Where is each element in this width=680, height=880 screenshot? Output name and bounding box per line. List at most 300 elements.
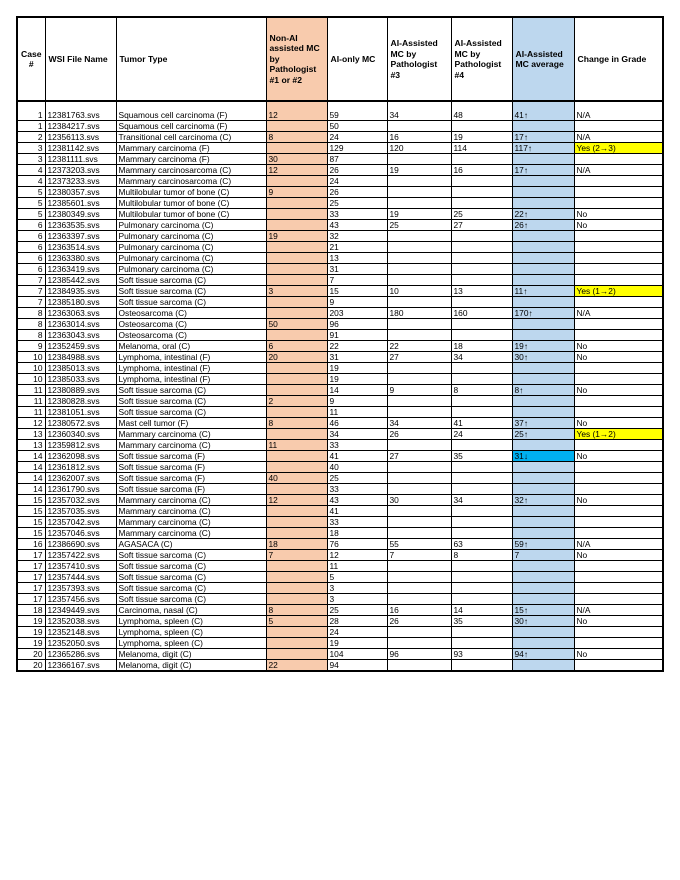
cell-pathologist-3 (387, 583, 451, 594)
cell-pathologist-4: 35 (451, 616, 512, 627)
cell-case: 1 (17, 101, 45, 121)
cell-case: 6 (17, 253, 45, 264)
cell-pathologist-3 (387, 198, 451, 209)
cell-ai-only-mc: 203 (327, 308, 387, 319)
cell-ai-only-mc: 19 (327, 638, 387, 649)
cell-change-in-grade: Yes (2→3) (574, 143, 663, 154)
cell-ai-only-mc: 14 (327, 385, 387, 396)
cell-pathologist-4 (451, 506, 512, 517)
cell-ai-assisted-average (512, 627, 574, 638)
cell-ai-assisted-average (512, 506, 574, 517)
cell-ai-only-mc: 41 (327, 451, 387, 462)
cell-change-in-grade: N/A (574, 539, 663, 550)
cell-case: 5 (17, 187, 45, 198)
cell-pathologist-4: 25 (451, 209, 512, 220)
table-row (17, 484, 663, 495)
cell-tumor-type: Mammary carcinoma (F) (116, 143, 266, 154)
cell-tumor-type: Soft tissue sarcoma (C) (116, 286, 266, 297)
cell-pathologist-3: 10 (387, 286, 451, 297)
cell-tumor-type: Soft tissue sarcoma (C) (116, 297, 266, 308)
cell-pathologist-3 (387, 297, 451, 308)
cell-change-in-grade (574, 506, 663, 517)
cell-case: 8 (17, 319, 45, 330)
cell-pathologist-4 (451, 660, 512, 672)
table-row (17, 572, 663, 583)
cell-ai-only-mc: 87 (327, 154, 387, 165)
cell-pathologist-3 (387, 517, 451, 528)
cell-change-in-grade: No (574, 220, 663, 231)
cell-ai-only-mc: 15 (327, 286, 387, 297)
cell-case: 19 (17, 627, 45, 638)
cell-tumor-type: Osteosarcoma (C) (116, 319, 266, 330)
cell-ai-only-mc: 32 (327, 231, 387, 242)
cell-file-name: 12363063.svs (45, 308, 116, 319)
cell-case: 6 (17, 242, 45, 253)
cell-file-name: 12359812.svs (45, 440, 116, 451)
cell-pathologist-3 (387, 407, 451, 418)
cell-file-name: 12363419.svs (45, 264, 116, 275)
cell-change-in-grade (574, 231, 663, 242)
cell-non-ai-mc (266, 297, 327, 308)
cell-tumor-type: Soft tissue sarcoma (F) (116, 484, 266, 495)
cell-non-ai-mc (266, 308, 327, 319)
cell-change-in-grade (574, 484, 663, 495)
cell-tumor-type: Mast cell tumor (F) (116, 418, 266, 429)
cell-change-in-grade (574, 319, 663, 330)
cell-pathologist-3 (387, 473, 451, 484)
table-row (17, 561, 663, 572)
cell-pathologist-4 (451, 484, 512, 495)
cell-case: 15 (17, 528, 45, 539)
cell-pathologist-4 (451, 187, 512, 198)
cell-pathologist-4: 160 (451, 308, 512, 319)
cell-ai-only-mc: 33 (327, 484, 387, 495)
cell-pathologist-3: 19 (387, 165, 451, 176)
cell-non-ai-mc (266, 275, 327, 286)
cell-non-ai-mc (266, 561, 327, 572)
cell-change-in-grade (574, 154, 663, 165)
cell-ai-assisted-average (512, 264, 574, 275)
cell-ai-assisted-average: 8↑ (512, 385, 574, 396)
cell-tumor-type: Multilobular tumor of bone (C) (116, 209, 266, 220)
cell-non-ai-mc (266, 429, 327, 440)
table-row (17, 121, 663, 132)
cell-file-name: 12357032.svs (45, 495, 116, 506)
cell-ai-only-mc: 19 (327, 374, 387, 385)
mitotic-count-table (16, 16, 664, 672)
header-file-name: WSI File Name (45, 17, 116, 101)
cell-pathologist-4 (451, 330, 512, 341)
cell-case: 14 (17, 451, 45, 462)
cell-file-name: 12365286.svs (45, 649, 116, 660)
cell-ai-only-mc: 9 (327, 297, 387, 308)
cell-non-ai-mc: 19 (266, 231, 327, 242)
cell-pathologist-4: 18 (451, 341, 512, 352)
cell-ai-assisted-average (512, 275, 574, 286)
cell-ai-only-mc: 34 (327, 429, 387, 440)
cell-case: 7 (17, 275, 45, 286)
cell-ai-assisted-average (512, 154, 574, 165)
cell-file-name: 12352459.svs (45, 341, 116, 352)
cell-pathologist-4 (451, 242, 512, 253)
cell-file-name: 12349449.svs (45, 605, 116, 616)
cell-change-in-grade (574, 583, 663, 594)
cell-ai-only-mc: 59 (327, 101, 387, 121)
cell-pathologist-3: 27 (387, 451, 451, 462)
cell-pathologist-4 (451, 198, 512, 209)
cell-ai-only-mc: 3 (327, 583, 387, 594)
cell-pathologist-3 (387, 187, 451, 198)
cell-non-ai-mc (266, 451, 327, 462)
cell-change-in-grade (574, 462, 663, 473)
cell-pathologist-3 (387, 242, 451, 253)
cell-pathologist-4 (451, 396, 512, 407)
cell-tumor-type: AGASACA (C) (116, 539, 266, 550)
cell-case: 10 (17, 352, 45, 363)
cell-ai-assisted-average (512, 176, 574, 187)
cell-file-name: 12386690.svs (45, 539, 116, 550)
table-row (17, 297, 663, 308)
cell-ai-assisted-average (512, 462, 574, 473)
cell-case: 19 (17, 638, 45, 649)
cell-non-ai-mc: 11 (266, 440, 327, 451)
cell-pathologist-4 (451, 176, 512, 187)
cell-pathologist-4 (451, 154, 512, 165)
cell-non-ai-mc: 12 (266, 495, 327, 506)
cell-ai-assisted-average: 41↑ (512, 101, 574, 121)
cell-case: 4 (17, 165, 45, 176)
cell-change-in-grade: No (574, 616, 663, 627)
cell-change-in-grade (574, 363, 663, 374)
header-ai-only-mc: AI-only MC (327, 17, 387, 101)
cell-change-in-grade: No (574, 385, 663, 396)
cell-non-ai-mc: 9 (266, 187, 327, 198)
cell-tumor-type: Mammary carcinoma (F) (116, 154, 266, 165)
cell-file-name: 12381763.svs (45, 101, 116, 121)
table-row (17, 176, 663, 187)
cell-case: 17 (17, 583, 45, 594)
cell-case: 5 (17, 209, 45, 220)
cell-ai-only-mc: 25 (327, 473, 387, 484)
cell-non-ai-mc (266, 143, 327, 154)
cell-ai-only-mc: 33 (327, 517, 387, 528)
cell-tumor-type: Lymphoma, spleen (C) (116, 616, 266, 627)
cell-change-in-grade (574, 407, 663, 418)
cell-ai-assisted-average (512, 297, 574, 308)
cell-tumor-type: Soft tissue sarcoma (C) (116, 572, 266, 583)
cell-pathologist-3 (387, 396, 451, 407)
table-row (17, 198, 663, 209)
cell-change-in-grade: N/A (574, 165, 663, 176)
cell-ai-only-mc: 50 (327, 121, 387, 132)
cell-ai-assisted-average (512, 528, 574, 539)
cell-pathologist-4: 41 (451, 418, 512, 429)
cell-pathologist-3 (387, 231, 451, 242)
header-change-in-grade: Change in Grade (574, 17, 663, 101)
cell-ai-assisted-average: 15↑ (512, 605, 574, 616)
cell-ai-only-mc: 21 (327, 242, 387, 253)
table-row (17, 407, 663, 418)
cell-non-ai-mc (266, 594, 327, 605)
cell-non-ai-mc: 5 (266, 616, 327, 627)
cell-change-in-grade (574, 473, 663, 484)
cell-change-in-grade (574, 594, 663, 605)
cell-ai-assisted-average (512, 396, 574, 407)
cell-case: 1 (17, 121, 45, 132)
cell-ai-assisted-average (512, 638, 574, 649)
cell-pathologist-4: 16 (451, 165, 512, 176)
table-row (17, 539, 663, 550)
cell-ai-only-mc: 3 (327, 594, 387, 605)
cell-case: 3 (17, 143, 45, 154)
cell-pathologist-3: 16 (387, 605, 451, 616)
cell-file-name: 12380572.svs (45, 418, 116, 429)
cell-case: 2 (17, 132, 45, 143)
cell-ai-only-mc: 76 (327, 539, 387, 550)
cell-pathologist-3 (387, 506, 451, 517)
cell-pathologist-3 (387, 528, 451, 539)
cell-pathologist-3: 22 (387, 341, 451, 352)
cell-pathologist-4 (451, 638, 512, 649)
cell-non-ai-mc (266, 209, 327, 220)
cell-pathologist-3 (387, 627, 451, 638)
cell-case: 13 (17, 440, 45, 451)
cell-pathologist-3 (387, 363, 451, 374)
cell-file-name: 12380828.svs (45, 396, 116, 407)
cell-tumor-type: Pulmonary carcinoma (C) (116, 264, 266, 275)
cell-tumor-type: Mammary carcinosarcoma (C) (116, 165, 266, 176)
table-row (17, 187, 663, 198)
cell-case: 15 (17, 495, 45, 506)
cell-pathologist-3 (387, 275, 451, 286)
cell-non-ai-mc (266, 198, 327, 209)
cell-ai-assisted-average: 170↑ (512, 308, 574, 319)
cell-change-in-grade: No (574, 649, 663, 660)
cell-ai-assisted-average (512, 253, 574, 264)
table-row (17, 264, 663, 275)
cell-non-ai-mc: 7 (266, 550, 327, 561)
cell-case: 10 (17, 363, 45, 374)
table-row (17, 286, 663, 297)
cell-ai-assisted-average (512, 187, 574, 198)
cell-non-ai-mc: 8 (266, 418, 327, 429)
cell-ai-only-mc: 24 (327, 176, 387, 187)
cell-non-ai-mc (266, 242, 327, 253)
cell-tumor-type: Pulmonary carcinoma (C) (116, 242, 266, 253)
cell-pathologist-4: 34 (451, 352, 512, 363)
cell-ai-assisted-average (512, 242, 574, 253)
cell-pathologist-4: 8 (451, 550, 512, 561)
table-row (17, 660, 663, 672)
cell-file-name: 12380889.svs (45, 385, 116, 396)
cell-ai-only-mc: 26 (327, 187, 387, 198)
cell-pathologist-4 (451, 253, 512, 264)
cell-pathologist-4: 114 (451, 143, 512, 154)
cell-non-ai-mc: 12 (266, 101, 327, 121)
cell-ai-assisted-average (512, 440, 574, 451)
table-row (17, 638, 663, 649)
cell-file-name: 12357393.svs (45, 583, 116, 594)
cell-ai-only-mc: 96 (327, 319, 387, 330)
cell-tumor-type: Mammary carcinoma (C) (116, 495, 266, 506)
cell-case: 6 (17, 220, 45, 231)
cell-non-ai-mc: 20 (266, 352, 327, 363)
header-row (17, 17, 663, 101)
cell-non-ai-mc (266, 528, 327, 539)
table-row (17, 275, 663, 286)
table-row (17, 220, 663, 231)
cell-pathologist-4 (451, 594, 512, 605)
cell-tumor-type: Squamous cell carcinoma (F) (116, 101, 266, 121)
cell-pathologist-4: 8 (451, 385, 512, 396)
cell-pathologist-3 (387, 121, 451, 132)
cell-file-name: 12356113.svs (45, 132, 116, 143)
cell-ai-assisted-average (512, 473, 574, 484)
cell-case: 20 (17, 649, 45, 660)
cell-case: 17 (17, 550, 45, 561)
table-body (17, 101, 663, 671)
cell-change-in-grade (574, 561, 663, 572)
cell-file-name: 12363380.svs (45, 253, 116, 264)
cell-file-name: 12361790.svs (45, 484, 116, 495)
cell-tumor-type: Transitional cell carcinoma (C) (116, 132, 266, 143)
cell-file-name: 12384988.svs (45, 352, 116, 363)
cell-file-name: 12385442.svs (45, 275, 116, 286)
cell-case: 14 (17, 484, 45, 495)
table-row (17, 528, 663, 539)
cell-ai-only-mc: 11 (327, 561, 387, 572)
cell-pathologist-3: 34 (387, 101, 451, 121)
table-row (17, 440, 663, 451)
cell-case: 17 (17, 594, 45, 605)
cell-tumor-type: Multilobular tumor of bone (C) (116, 187, 266, 198)
cell-non-ai-mc (266, 506, 327, 517)
cell-change-in-grade: No (574, 418, 663, 429)
cell-pathologist-4 (451, 363, 512, 374)
cell-change-in-grade (574, 187, 663, 198)
cell-ai-only-mc: 43 (327, 220, 387, 231)
cell-pathologist-3 (387, 594, 451, 605)
cell-case: 14 (17, 473, 45, 484)
cell-pathologist-4 (451, 572, 512, 583)
cell-case: 15 (17, 517, 45, 528)
cell-non-ai-mc: 40 (266, 473, 327, 484)
cell-case: 11 (17, 407, 45, 418)
cell-case: 9 (17, 341, 45, 352)
cell-tumor-type: Osteosarcoma (C) (116, 330, 266, 341)
cell-ai-only-mc: 22 (327, 341, 387, 352)
cell-case: 20 (17, 660, 45, 672)
cell-ai-assisted-average: 25↑ (512, 429, 574, 440)
cell-non-ai-mc: 2 (266, 396, 327, 407)
cell-file-name: 12357444.svs (45, 572, 116, 583)
cell-ai-assisted-average (512, 121, 574, 132)
cell-tumor-type: Soft tissue sarcoma (C) (116, 594, 266, 605)
cell-change-in-grade: N/A (574, 132, 663, 143)
cell-ai-assisted-average (512, 330, 574, 341)
cell-ai-only-mc: 26 (327, 165, 387, 176)
cell-non-ai-mc (266, 638, 327, 649)
cell-pathologist-3: 34 (387, 418, 451, 429)
cell-file-name: 12373203.svs (45, 165, 116, 176)
cell-ai-only-mc: 25 (327, 605, 387, 616)
cell-tumor-type: Soft tissue sarcoma (C) (116, 385, 266, 396)
cell-pathologist-3 (387, 638, 451, 649)
cell-case: 6 (17, 264, 45, 275)
cell-tumor-type: Pulmonary carcinoma (C) (116, 253, 266, 264)
cell-tumor-type: Lymphoma, intestinal (F) (116, 352, 266, 363)
cell-pathologist-4 (451, 528, 512, 539)
cell-non-ai-mc (266, 121, 327, 132)
cell-case: 7 (17, 297, 45, 308)
cell-tumor-type: Soft tissue sarcoma (C) (116, 583, 266, 594)
cell-file-name: 12373233.svs (45, 176, 116, 187)
cell-ai-assisted-average: 32↑ (512, 495, 574, 506)
cell-pathologist-3 (387, 176, 451, 187)
cell-pathologist-3: 16 (387, 132, 451, 143)
cell-non-ai-mc (266, 627, 327, 638)
cell-pathologist-3 (387, 330, 451, 341)
cell-tumor-type: Melanoma, digit (C) (116, 660, 266, 672)
cell-file-name: 12363535.svs (45, 220, 116, 231)
cell-tumor-type: Multilobular tumor of bone (C) (116, 198, 266, 209)
table-row (17, 473, 663, 484)
cell-ai-assisted-average: 17↑ (512, 132, 574, 143)
cell-ai-only-mc: 94 (327, 660, 387, 672)
table-row (17, 517, 663, 528)
cell-pathologist-4: 13 (451, 286, 512, 297)
cell-pathologist-3: 96 (387, 649, 451, 660)
cell-tumor-type: Mammary carcinoma (C) (116, 517, 266, 528)
cell-change-in-grade (574, 528, 663, 539)
table-row (17, 506, 663, 517)
cell-non-ai-mc (266, 583, 327, 594)
cell-pathologist-3: 25 (387, 220, 451, 231)
cell-non-ai-mc: 12 (266, 165, 327, 176)
cell-tumor-type: Melanoma, oral (C) (116, 341, 266, 352)
cell-non-ai-mc: 50 (266, 319, 327, 330)
cell-ai-assisted-average: 59↑ (512, 539, 574, 550)
cell-tumor-type: Lymphoma, spleen (C) (116, 627, 266, 638)
cell-ai-only-mc: 43 (327, 495, 387, 506)
cell-non-ai-mc (266, 484, 327, 495)
table-row (17, 374, 663, 385)
cell-ai-only-mc: 33 (327, 209, 387, 220)
cell-ai-assisted-average: 31↓ (512, 451, 574, 462)
table-row (17, 132, 663, 143)
cell-tumor-type: Pulmonary carcinoma (C) (116, 231, 266, 242)
cell-file-name: 12360340.svs (45, 429, 116, 440)
cell-pathologist-3 (387, 572, 451, 583)
cell-pathologist-4 (451, 473, 512, 484)
cell-pathologist-4 (451, 264, 512, 275)
cell-ai-only-mc: 7 (327, 275, 387, 286)
cell-case: 3 (17, 154, 45, 165)
cell-change-in-grade: N/A (574, 605, 663, 616)
cell-case: 17 (17, 561, 45, 572)
cell-ai-only-mc: 33 (327, 440, 387, 451)
table-row (17, 649, 663, 660)
table-header (17, 17, 663, 101)
cell-ai-only-mc: 40 (327, 462, 387, 473)
cell-file-name: 12363043.svs (45, 330, 116, 341)
cell-file-name: 12357046.svs (45, 528, 116, 539)
cell-pathologist-3 (387, 253, 451, 264)
header-ai-assisted-average: AI-Assisted MC average (512, 17, 574, 101)
cell-pathologist-3: 180 (387, 308, 451, 319)
cell-non-ai-mc (266, 649, 327, 660)
cell-change-in-grade (574, 198, 663, 209)
